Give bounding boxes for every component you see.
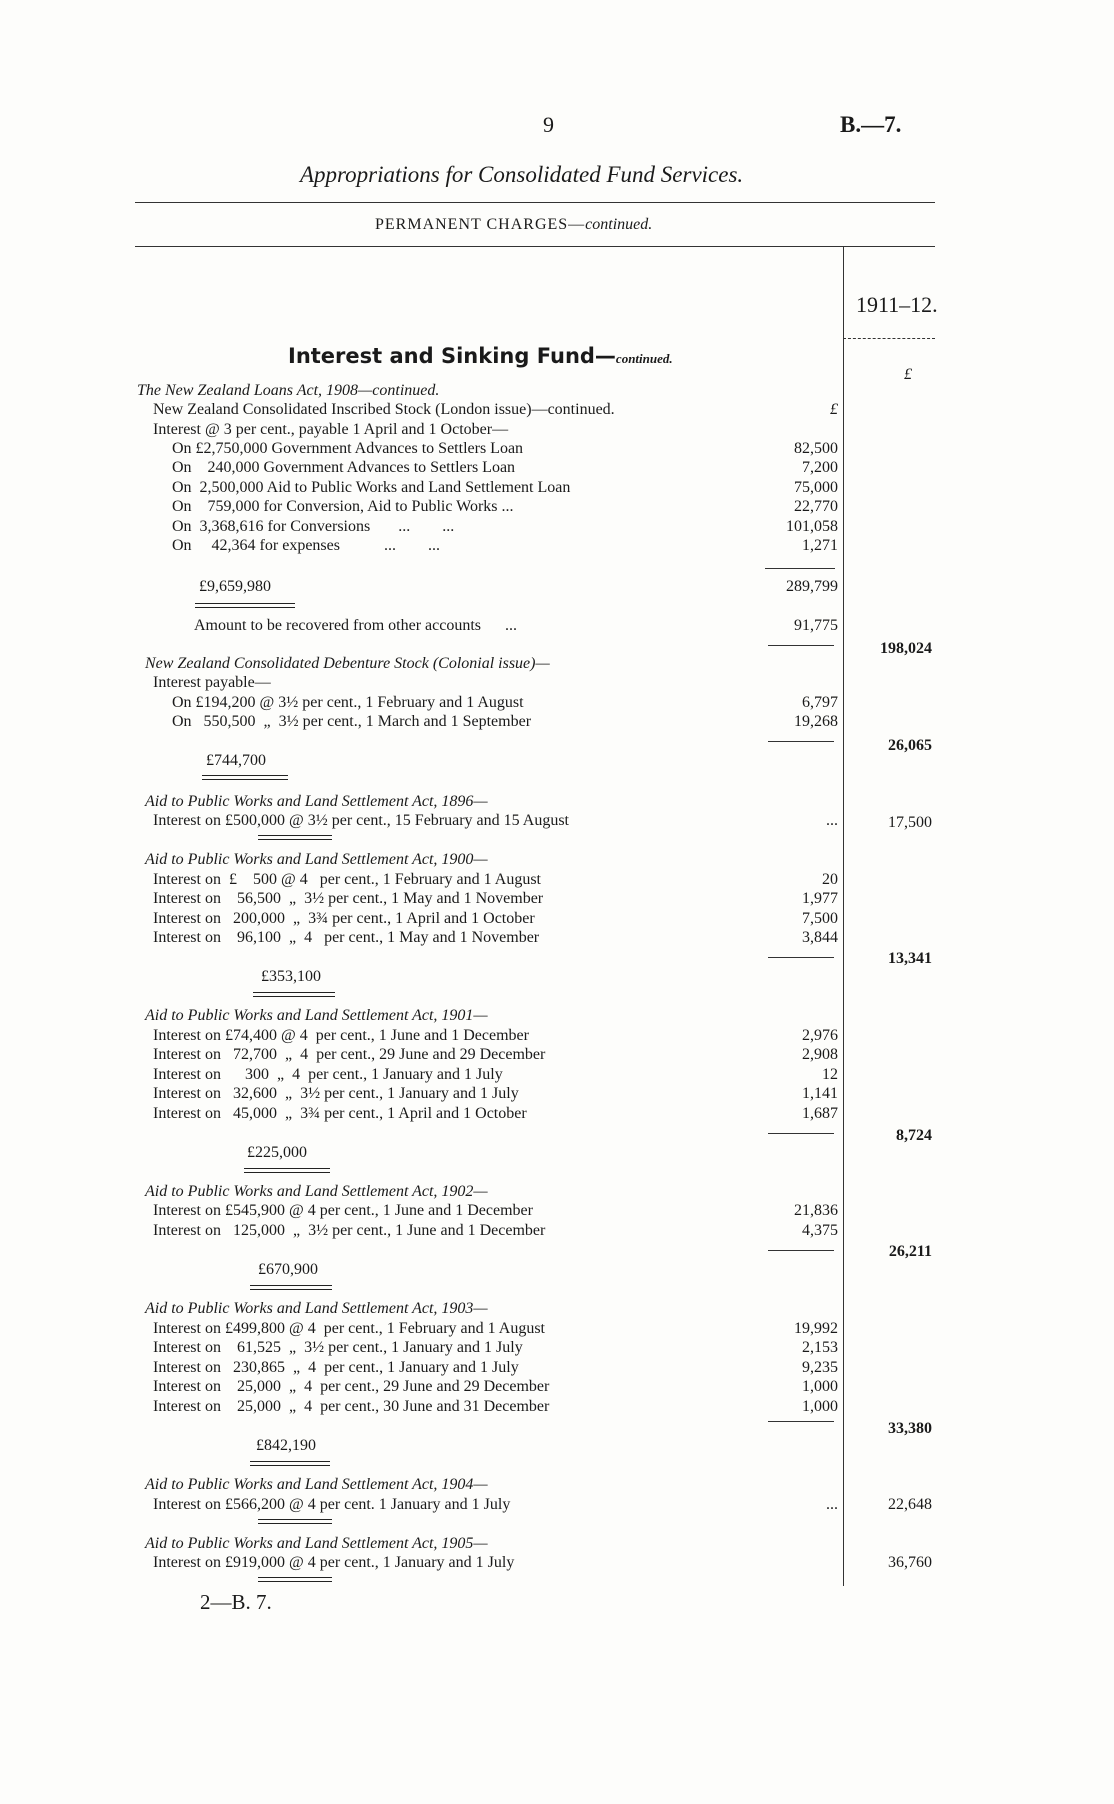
double-rule: [195, 603, 295, 608]
text-line: Interest payable—: [153, 674, 271, 691]
subtotal-principal: £670,900: [258, 1261, 318, 1278]
double-rule: [202, 775, 288, 780]
inner-value: ...: [826, 1496, 838, 1513]
inner-value: 2,153: [802, 1339, 838, 1356]
inner-value: 289,799: [786, 578, 838, 595]
text-line: Interest on £545,900 @ 4 per cent., 1 June and 1 December: [153, 1202, 533, 1219]
inner-value: 3,844: [802, 929, 838, 946]
text-line: Aid to Public Works and Land Settlement Act, 1903—: [145, 1300, 488, 1317]
section-total: 26,065: [888, 737, 932, 754]
text-line: Aid to Public Works and Land Settlement Act, 1896—: [145, 793, 488, 810]
inner-value: 2,976: [802, 1027, 838, 1044]
text-line: The New Zealand Loans Act, 1908—continued.: [137, 382, 440, 399]
sum-rule: [765, 568, 835, 569]
inner-value: 2,908: [802, 1046, 838, 1063]
inner-value: 19,268: [794, 713, 838, 730]
section-total: 8,724: [896, 1127, 932, 1144]
text-line: On 550,500 „ 3½ per cent., 1 March and 1 September: [172, 713, 532, 730]
text-line: Aid to Public Works and Land Settlement Act, 1905—: [145, 1535, 488, 1552]
section-subtitle: [375, 216, 652, 234]
text-line: Interest on 45,000 „ 3¾ per cent., 1 April and 1 October: [153, 1105, 527, 1122]
text-line: Interest on £919,000 @ 4 per cent., 1 January and 1 July: [153, 1554, 515, 1571]
double-rule: [253, 992, 335, 997]
text-line: Interest on 32,600 „ 3½ per cent., 1 January and 1 July: [153, 1085, 519, 1102]
inner-value: 6,797: [802, 694, 838, 711]
subtotal-principal: £9,659,980: [199, 578, 271, 595]
text-line: Amount to be recovered from other accounts ...: [194, 617, 518, 634]
text-line: On 2,500,000 Aid to Public Works and Land Settlement Loan: [172, 479, 571, 496]
text-line: Interest on 56,500 „ 3½ per cent., 1 May and 1 November: [153, 890, 544, 907]
subtotal-principal: £744,700: [206, 752, 266, 769]
double-rule: [250, 1461, 330, 1466]
inner-column-pound-sign: £: [830, 401, 838, 418]
section-heading: [288, 344, 673, 368]
section-total: 22,648: [888, 1496, 932, 1513]
inner-value: 7,500: [802, 910, 838, 927]
text-line: Aid to Public Works and Land Settlement Act, 1902—: [145, 1183, 488, 1200]
column-divider: [843, 246, 844, 1586]
subtotal-principal: £353,100: [261, 968, 321, 985]
total-column-pound-sign: £: [904, 366, 912, 383]
text-line: New Zealand Consolidated Debenture Stock (Colonial issue)—: [145, 655, 550, 672]
section-total: 26,211: [888, 1243, 932, 1260]
text-line: Interest on 61,525 „ 3½ per cent., 1 January and 1 July: [153, 1339, 523, 1356]
text-line: Interest on £74,400 @ 4 per cent., 1 June and 1 December: [153, 1027, 529, 1044]
text-line: On £194,200 @ 3½ per cent., 1 February and 1 August: [172, 694, 524, 711]
inner-value: 9,235: [802, 1359, 838, 1376]
text-line: On 3,368,616 for Conversions ... ...: [172, 518, 455, 535]
page-title: Appropriations for Consolidated Fund Services.: [300, 162, 744, 187]
page-number: 9: [543, 112, 554, 137]
text-line: Interest on 72,700 „ 4 per cent., 29 June and 29 December: [153, 1046, 546, 1063]
inner-value: 82,500: [794, 440, 838, 457]
inner-value: 20: [822, 871, 838, 888]
signature-footer: 2—B. 7.: [200, 1590, 272, 1614]
text-line: Interest on £500,000 @ 3½ per cent., 15 February and 15 August: [153, 812, 569, 829]
double-rule: [258, 1577, 332, 1582]
section-total: 198,024: [880, 640, 932, 657]
inner-value: 1,000: [802, 1398, 838, 1415]
inner-value: 1,141: [802, 1085, 838, 1102]
subtotal-principal: £225,000: [247, 1144, 307, 1161]
text-line: On £2,750,000 Government Advances to Settlers Loan: [172, 440, 524, 457]
text-line: Aid to Public Works and Land Settlement Act, 1900—: [145, 851, 488, 868]
text-line: Interest on £566,200 @ 4 per cent. 1 January and 1 July: [153, 1496, 511, 1513]
subtitle-main: PERMANENT CHARGES—: [375, 216, 586, 233]
text-line: Interest on £ 500 @ 4 per cent., 1 February and 1 August: [153, 871, 541, 888]
text-line: Aid to Public Works and Land Settlement Act, 1901—: [145, 1007, 488, 1024]
text-line: Interest on 25,000 „ 4 per cent., 29 June and 29 December: [153, 1378, 550, 1395]
section-total: 13,341: [888, 950, 932, 967]
double-rule: [250, 1285, 332, 1290]
document-reference: B.—7.: [840, 112, 902, 137]
double-rule: [244, 1168, 330, 1173]
text-line: Interest on 25,000 „ 4 per cent., 30 June and 31 December: [153, 1398, 550, 1415]
fiscal-year: 1911–12.: [856, 292, 938, 317]
inner-value: 4,375: [802, 1222, 838, 1239]
text-line: Interest on 300 „ 4 per cent., 1 January and 1 July: [153, 1066, 503, 1083]
inner-value: 91,775: [794, 617, 838, 634]
inner-value: 75,000: [794, 479, 838, 496]
subtitle-continued: continued.: [585, 216, 653, 233]
inner-value: 1,687: [802, 1105, 838, 1122]
inner-value: 1,271: [802, 537, 838, 554]
double-rule: [258, 1519, 332, 1524]
text-line: Interest on 96,100 „ 4 per cent., 1 May and 1 November: [153, 929, 540, 946]
text-line: Aid to Public Works and Land Settlement Act, 1904—: [145, 1476, 488, 1493]
double-rule: [258, 835, 332, 840]
inner-value: 19,992: [794, 1320, 838, 1337]
section-total: 36,760: [888, 1554, 932, 1571]
text-line: On 759,000 for Conversion, Aid to Public Works ...: [172, 498, 514, 515]
text-line: On 42,364 for expenses ... ...: [172, 537, 440, 554]
inner-value: ...: [826, 812, 838, 829]
section-heading-continued: continued.: [615, 351, 673, 366]
text-line: Interest on £499,800 @ 4 per cent., 1 February and 1 August: [153, 1320, 545, 1337]
inner-value: 1,977: [802, 890, 838, 907]
subtotal-principal: £842,190: [256, 1437, 316, 1454]
text-line: New Zealand Consolidated Inscribed Stock (London issue)—continued.: [153, 401, 615, 418]
section-total: 17,500: [888, 814, 932, 831]
text-line: Interest on 230,865 „ 4 per cent., 1 January and 1 July: [153, 1359, 519, 1376]
year-rule: [843, 338, 935, 339]
inner-value: 7,200: [802, 459, 838, 476]
inner-value: 12: [822, 1066, 838, 1083]
section-heading-main: Interest and Sinking Fund—: [288, 344, 616, 368]
inner-value: 22,770: [794, 498, 838, 515]
section-total: 33,380: [888, 1420, 932, 1437]
inner-value: 1,000: [802, 1378, 838, 1395]
text-line: Interest on 125,000 „ 3½ per cent., 1 June and 1 December: [153, 1222, 546, 1239]
inner-value: 101,058: [786, 518, 838, 535]
text-line: Interest on 200,000 „ 3¾ per cent., 1 April and 1 October: [153, 910, 535, 927]
title-rule: [135, 202, 935, 203]
inner-value: 21,836: [794, 1202, 838, 1219]
text-line: On 240,000 Government Advances to Settlers Loan: [172, 459, 516, 476]
text-line: Interest @ 3 per cent., payable 1 April and 1 October—: [153, 421, 509, 438]
subtitle-rule: [135, 246, 935, 247]
